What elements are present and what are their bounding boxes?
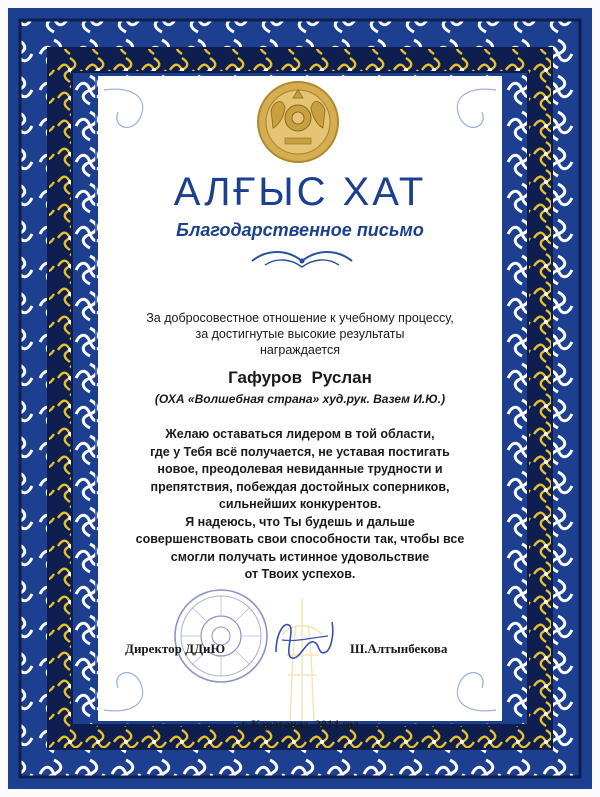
message-line: Желаю оставаться лидером в той области, (165, 427, 435, 441)
flourish-ornament (247, 245, 357, 273)
official-round-seal-icon (172, 587, 270, 685)
place-and-date: г. Караганда, 2014 год (241, 717, 359, 731)
signatory-role: Директор ДДиЮ (125, 641, 226, 656)
message-line: от Твоих успехов. (244, 567, 356, 581)
intro-line: за достигнутые высокие результаты (195, 327, 405, 341)
message-line: где у Тебя всё получается, не уставая постигать (150, 444, 450, 459)
message-line: совершенствовать свои способности так, чтобы все (135, 532, 465, 546)
intro-text (100, 310, 500, 358)
message-line: смогли получать истинное удовольствие (170, 549, 430, 564)
message-line: Я надеюсь, что Ты будешь и дальше (185, 514, 415, 529)
title-kazakh: АЛҒЫС ХАТ (173, 170, 427, 214)
message-text (100, 426, 500, 584)
intro-line: награждается (259, 343, 341, 357)
recipient-name: Гафуров Руслан (228, 368, 372, 387)
handwritten-signature (262, 612, 342, 672)
message-line: препятствия, побеждая достойных соперников, (150, 479, 450, 494)
signatory-name: Ш.Алтынбекова (350, 641, 448, 656)
title-russian: Благодарственное письмо (176, 220, 424, 240)
intro-line: За добросовестное отношение к учебному процессу, (146, 311, 454, 325)
message-line: новое, преодолевая невиданные трудности и (157, 462, 443, 476)
recipient-affiliation: (ОХА «Волшебная страна» худ.рук. Вазем И.Ю.) (154, 392, 446, 406)
message-line: сильнейших конкурентов. (218, 497, 382, 511)
kazakhstan-state-emblem-icon (249, 80, 347, 164)
